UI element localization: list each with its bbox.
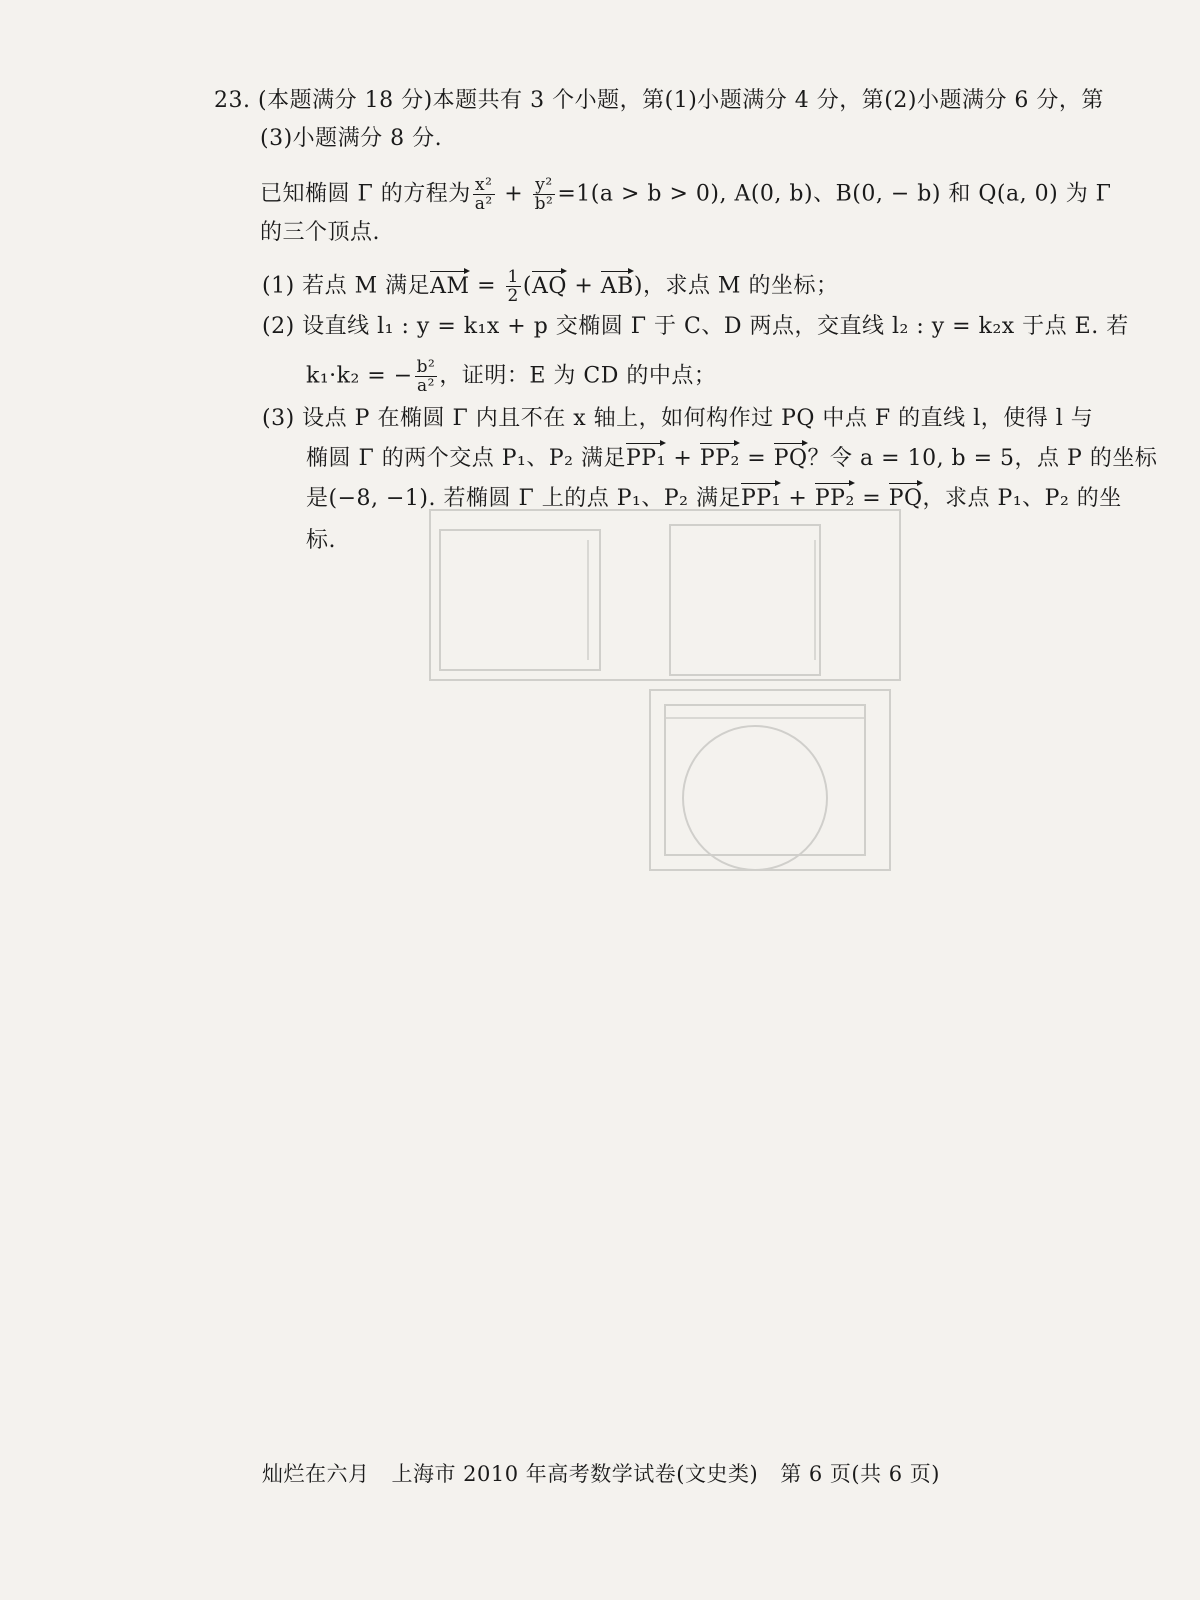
intro-suffix: =1(a > b > 0), A(0, b)、B(0, − b) 和 Q(a, 0) 为 Γ — [557, 181, 1112, 207]
vector-pp1: PP₁ — [626, 444, 666, 474]
intro-prefix: 已知椭圆 Γ 的方程为 — [260, 181, 471, 207]
vector-pq: PQ — [774, 444, 808, 474]
footer-title: 上海市 2010 年高考数学试卷(文史类) — [391, 1462, 759, 1486]
part-3-line-4: 标. — [306, 528, 336, 553]
vector-aq: AQ — [532, 272, 567, 302]
problem-number: 23. — [214, 88, 251, 113]
y-fraction: $\frac{\text{y²}}{\text{b²}}$ — [534, 175, 554, 214]
b2-a2-fraction: $\frac{\text{b²}}{\text{a²}}$ — [416, 357, 436, 396]
part-2-line-2: k₁·k₂ = − $\frac{\text{b²}}{\text{a²}}$ ，证明：E 为 CD 的中点； — [306, 357, 717, 396]
footer-page-number: 第 6 页(共 6 页) — [780, 1462, 940, 1486]
vector-pp2: PP₂ — [700, 444, 740, 474]
part-2-line-1: (2) 设直线 l₁ : y = k₁x + p 交椭圆 Γ 于 C、D 两点，交直线 l₂ : y = k₂x 于点 E. 若 — [262, 314, 1129, 339]
problem-intro-line-2: 的三个顶点. — [260, 220, 380, 245]
part-3-line-2: 椭圆 Γ 的两个交点 P₁、P₂ 满足PP₁ + PP₂ = PQ？令 a = 10, b = 5，点 P 的坐标 — [306, 444, 1157, 474]
problem-header-line-2: (3)小题满分 8 分. — [260, 126, 443, 151]
vector-ab: AB — [601, 272, 634, 302]
page-footer — [262, 1458, 962, 1488]
problem-header-text: (本题满分 18 分)本题共有 3 个小题，第(1)小题满分 4 分，第(2)小题满分 6 分，第 — [258, 88, 1104, 113]
part-3-line-1: (3) 设点 P 在椭圆 Γ 内且不在 x 轴上，如何构作过 PQ 中点 F 的直线 l，使得 l 与 — [262, 406, 1094, 431]
x-fraction: $\frac{\text{x²}}{\text{a²}}$ — [474, 175, 493, 214]
vector-pq-2: PQ — [889, 484, 923, 514]
vector-pp1-2: PP₁ — [741, 484, 781, 514]
vector-pp2-2: PP₂ — [815, 484, 855, 514]
part-1: (1) 若点 M 满足AM = $\frac{1}{2}$ (AQ + AB)，求点 M 的坐标； — [262, 267, 839, 306]
vector-am: AM — [430, 272, 469, 302]
half-fraction: $\frac{1}{2}$ — [507, 267, 519, 306]
footer-slogan: 灿烂在六月 — [262, 1462, 370, 1486]
problem-header-line-1 — [214, 86, 1104, 116]
problem-intro: 已知椭圆 Γ 的方程为 $\frac{\text{x²}}{\text{a²}}$ + $\frac{\text{y²}}{\text{b²}}$ =1(a > b > 0), A(0, b)、B(0, − b) 和 Q(a, 0) 为 Γ — [260, 175, 1112, 214]
part-3-line-3: 是(−8, −1). 若椭圆 Γ 上的点 P₁、P₂ 满足PP₁ + PP₂ = PQ，求点 P₁、P₂ 的坐 — [306, 484, 1122, 514]
